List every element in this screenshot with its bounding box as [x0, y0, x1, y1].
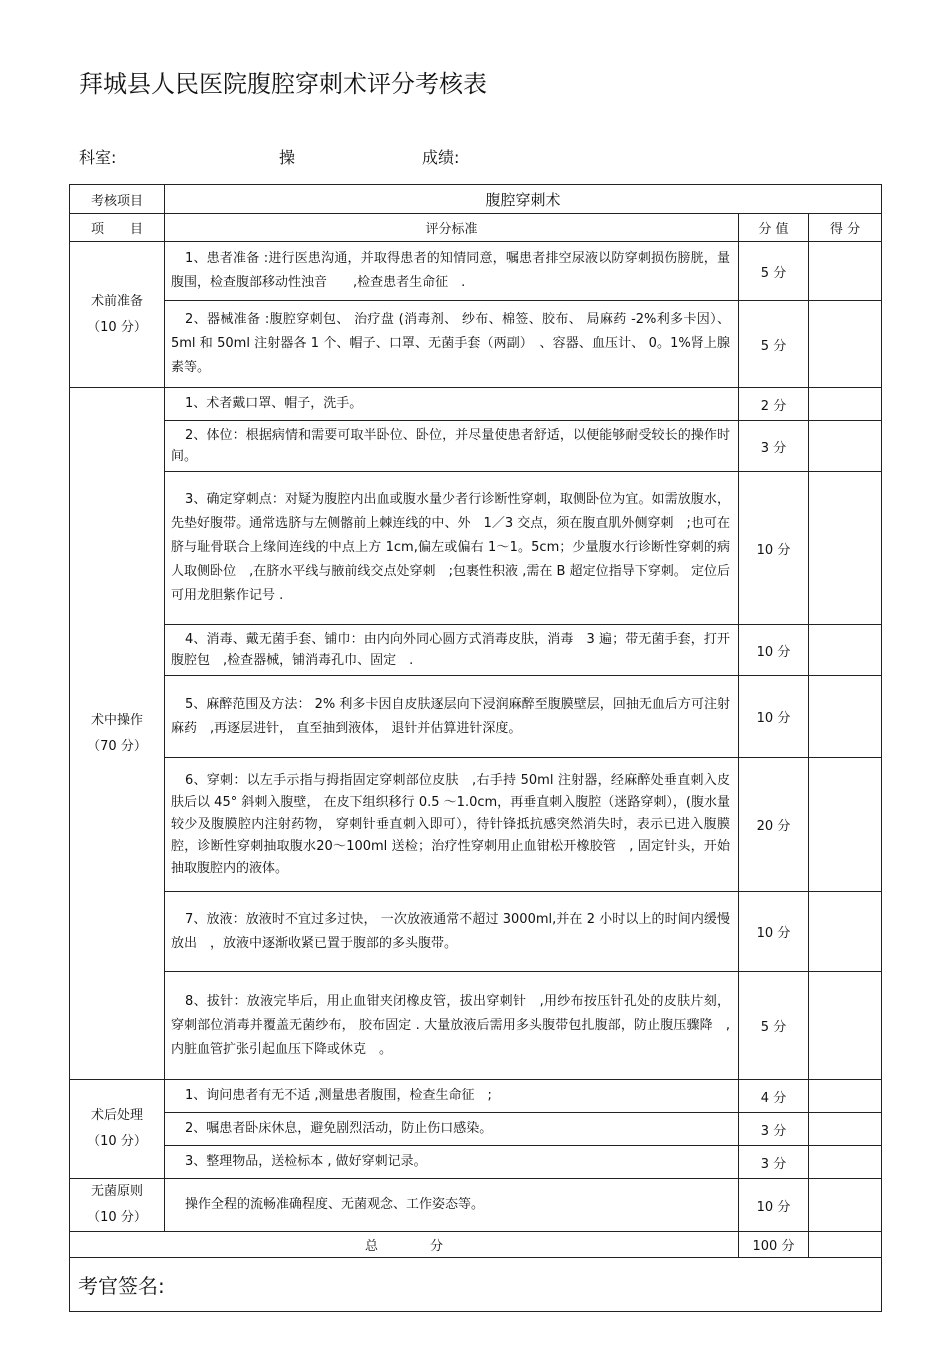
score-cell[interactable] — [809, 1080, 882, 1113]
section-cell — [70, 1080, 165, 1179]
points-cell: 10 分 — [739, 472, 809, 625]
table-row — [70, 388, 882, 421]
points-cell: 3 分 — [739, 1146, 809, 1179]
table-row — [70, 1179, 882, 1232]
score-cell[interactable] — [809, 242, 882, 301]
section-points: （70 分） — [87, 738, 147, 754]
criteria-text: 1、询问患者有无不适 ,测量患者腹围，检查生命征 ; — [185, 1088, 492, 1103]
score-cell[interactable] — [809, 1146, 882, 1179]
table-row — [70, 1146, 882, 1179]
points-cell: 4 分 — [739, 1080, 809, 1113]
score-cell[interactable] — [809, 472, 882, 625]
column-header-row — [70, 214, 882, 242]
section-name: 术中操作 — [90, 712, 143, 728]
criteria-cell — [165, 472, 739, 625]
criteria-cell — [165, 1179, 739, 1232]
criteria-text: 3、整理物品，送检标本 , 做好穿刺记录。 — [185, 1154, 427, 1169]
table-row — [70, 972, 882, 1080]
total-points: 100 分 — [739, 1232, 809, 1258]
points-cell: 20 分 — [739, 758, 809, 892]
criteria-cell — [165, 421, 739, 472]
criteria-text: 3、确定穿刺点：对疑为腹腔内出血或腹水量少者行诊断性穿刺，取侧卧位为宜。如需放腹水，先垫好腹带。通常选脐与左侧髂前上棘连线的中、外 1／3 交点，须在腹直肌外侧穿刺 ;也可在脐与耻骨联合上缘间连线的中点上方 1cm,偏左或偏右 1～1。5cm；少量腹水行诊断性穿刺的病人取侧卧位 ,在脐水平线与腋前线交点处穿刺 ;包裹性积液 ,需在 B 超定位指导下穿刺。 定位后可用龙胆紫作记号 . — [171, 492, 730, 603]
procedure-name: 腹腔穿刺术 — [165, 185, 882, 214]
col-points: 分 值 — [739, 214, 809, 242]
examiner-signature-label[interactable]: 考官签名: — [70, 1258, 882, 1312]
score-label: 成绩: — [422, 148, 460, 167]
header-row — [70, 185, 882, 214]
total-row — [70, 1232, 882, 1258]
table-row — [70, 242, 882, 301]
total-label: 总 分 — [70, 1232, 739, 1258]
score-cell[interactable] — [809, 758, 882, 892]
criteria-text: 8、拔针：放液完毕后，用止血钳夹闭橡皮管，拔出穿刺针 ,用纱布按压针孔处的皮肤片刻， 穿刺部位消毒并覆盖无菌纱布， 胶布固定 . 大量放液后需用多头腹带包扎腹部，防止腹压骤降 ,内脏血管扩张引起血压下降或休克 。 — [171, 993, 730, 1057]
section-cell — [70, 242, 165, 388]
item-label: 考核项目 — [70, 185, 165, 214]
score-cell[interactable] — [809, 1113, 882, 1146]
criteria-cell — [165, 1146, 739, 1179]
section-name: 术前准备 — [90, 293, 143, 309]
score-cell[interactable] — [809, 676, 882, 758]
section-points: （10 分） — [87, 319, 147, 335]
section-name: 无菌原则 — [90, 1184, 143, 1199]
table-row — [70, 1113, 882, 1146]
score-cell[interactable] — [809, 301, 882, 388]
criteria-cell — [165, 1080, 739, 1113]
table-row — [70, 301, 882, 388]
table-row — [70, 892, 882, 972]
page-title: 拜城县人民医院腹腔穿刺术评分考核表 — [79, 70, 487, 98]
table-row — [70, 421, 882, 472]
score-cell[interactable] — [809, 625, 882, 676]
points-cell: 2 分 — [739, 388, 809, 421]
criteria-text: 6、穿刺：以左手示指与拇指固定穿刺部位皮肤 ,右手持 50ml 注射器，经麻醉处垂直刺入皮肤后以 45° 斜刺入腹壁， 在皮下组织移行 0.5 ～1.0cm，再垂直刺入腹腔（迷路穿刺），(腹水量较少及腹膜腔内注射药物， 穿刺针垂直刺入即可），待针锋抵抗感突然消失时，表示已进入腹膜腔，诊断性穿刺抽取腹水20～100ml 送检；治疗性穿刺用止血钳松开橡胶管 , 固定针头，开始抽取腹腔内的液体。 — [171, 772, 730, 876]
points-cell: 5 分 — [739, 242, 809, 301]
table-row — [70, 1080, 882, 1113]
criteria-text: 7、放液：放液时不宜过多过快， 一次放液通常不超过 3000ml,并在 2 小时以上的时间内缓慢放出 ，放液中逐渐收紧已置于腹部的多头腹带。 — [171, 911, 730, 951]
criteria-cell — [165, 242, 739, 301]
points-cell: 3 分 — [739, 421, 809, 472]
criteria-cell — [165, 625, 739, 676]
col-item: 项 目 — [70, 214, 165, 242]
score-cell[interactable] — [809, 1179, 882, 1232]
table-row — [70, 758, 882, 892]
criteria-cell — [165, 758, 739, 892]
points-cell: 10 分 — [739, 625, 809, 676]
criteria-cell — [165, 676, 739, 758]
section-points: （10 分） — [87, 1210, 147, 1225]
points-cell: 10 分 — [739, 1179, 809, 1232]
criteria-text: 操作全程的流畅准确程度、无菌观念、工作姿态等。 — [185, 1197, 485, 1212]
points-cell: 3 分 — [739, 1113, 809, 1146]
criteria-cell — [165, 1113, 739, 1146]
operator-label: 操 — [279, 148, 296, 167]
col-score: 得 分 — [809, 214, 882, 242]
section-cell — [70, 1179, 165, 1232]
section-cell — [70, 388, 165, 1080]
table-row — [70, 472, 882, 625]
criteria-text: 2、体位：根据病情和需要可取半卧位、卧位，并尽量使患者舒适，以便能够耐受较长的操作时间。 — [171, 428, 730, 464]
score-cell[interactable] — [809, 388, 882, 421]
points-cell: 10 分 — [739, 676, 809, 758]
criteria-text: 2、器械准备 :腹腔穿刺包、 治疗盘 (消毒剂、 纱布、棉签、胶布、 局麻药 -2%利多卡因）、5ml 和 50ml 注射器各 1 个、帽子、口罩、无菌手套（两副） 、容器、血压计、 0。1%肾上腺素等。 — [171, 312, 730, 375]
points-cell: 10 分 — [739, 892, 809, 972]
criteria-cell — [165, 972, 739, 1080]
criteria-cell — [165, 301, 739, 388]
signature-row — [70, 1258, 882, 1312]
section-name: 术后处理 — [90, 1108, 143, 1123]
section-points: （10 分） — [87, 1134, 147, 1149]
criteria-text: 1、患者准备 :进行医患沟通，并取得患者的知情同意，嘱患者排空尿液以防穿刺损伤膀胱，量腹围，检查腹部移动性浊音 ,检查患者生命征 . — [171, 251, 730, 290]
score-cell[interactable] — [809, 421, 882, 472]
score-cell[interactable] — [809, 892, 882, 972]
table-row — [70, 676, 882, 758]
total-score-cell[interactable] — [809, 1232, 882, 1258]
table-row — [70, 625, 882, 676]
score-table — [69, 184, 882, 1312]
criteria-text: 5、麻醉范围及方法： 2% 利多卡因自皮肤逐层向下浸润麻醉至腹膜壁层，回抽无血后方可注射麻药 ,再逐层进针， 直至抽到液体， 退针并估算进针深度。 — [171, 696, 730, 736]
points-cell: 5 分 — [739, 301, 809, 388]
criteria-cell — [165, 388, 739, 421]
criteria-text: 1、术者戴口罩、帽子，洗手。 — [185, 396, 363, 411]
criteria-text: 4、消毒、戴无菌手套、铺巾：由内向外同心圆方式消毒皮肤，消毒 3 遍；带无菌手套，打开腹腔包 ,检查器械，铺消毒孔巾、固定 . — [171, 632, 730, 668]
criteria-text: 2、嘱患者卧床休息，避免剧烈活动，防止伤口感染。 — [185, 1121, 493, 1136]
score-cell[interactable] — [809, 972, 882, 1080]
criteria-cell — [165, 892, 739, 972]
points-cell: 5 分 — [739, 972, 809, 1080]
department-label: 科室: — [79, 148, 117, 167]
col-criteria: 评分标准 — [165, 214, 739, 242]
